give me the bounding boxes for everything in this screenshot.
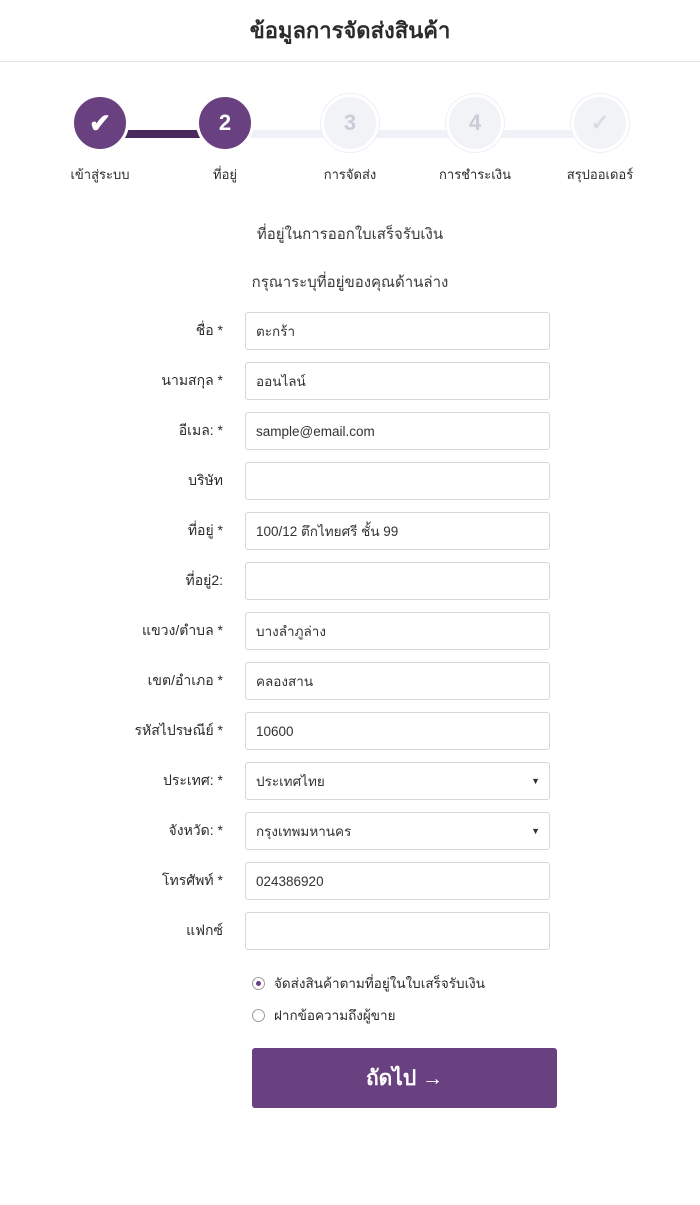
input-email[interactable] (245, 412, 550, 450)
field-row-country (60, 762, 640, 800)
field-row-phone (60, 862, 640, 900)
input-fax[interactable] (245, 912, 550, 950)
label-district: เขต/อำเภอ * (147, 672, 223, 688)
field-row-subdistrict (60, 612, 640, 650)
field-row-firstname (60, 312, 640, 350)
step-label-login: เข้าสู่ระบบ (70, 167, 130, 182)
control-phone (245, 862, 640, 900)
radio-icon-message-seller[interactable] (252, 1009, 265, 1022)
field-row-province (60, 812, 640, 850)
input-company[interactable] (245, 462, 550, 500)
check-outline-icon: ✓ (590, 110, 610, 135)
step-label-shipping: การจัดส่ง (323, 167, 377, 182)
label-lastname: นามสกุล * (161, 372, 223, 388)
step-number-shipping: 3 (343, 110, 357, 135)
step-item-address[interactable] (175, 94, 275, 185)
step-item-summary[interactable] (550, 94, 650, 185)
field-row-company (60, 462, 640, 500)
step-label-summary: สรุปออเดอร์ (566, 167, 634, 182)
next-button[interactable]: ถัดไป → (252, 1048, 557, 1108)
radio-row-same-address[interactable] (245, 972, 640, 994)
label-country: ประเทศ: * (162, 772, 223, 788)
step-circle-summary (571, 94, 629, 152)
control-fax (245, 912, 640, 950)
radio-row-message-seller[interactable] (245, 1004, 640, 1026)
step-circle-address (196, 94, 254, 152)
check-icon: ✔ (89, 108, 111, 138)
input-subdistrict[interactable] (245, 612, 550, 650)
select-wrap-province (245, 812, 550, 850)
control-address1 (245, 512, 640, 550)
step-label-payment: การชำระเงิน (439, 167, 511, 182)
input-address2[interactable] (245, 562, 550, 600)
step-circle-shipping (321, 94, 379, 152)
control-email (245, 412, 640, 450)
label-postcode: รหัสไปรษณีย์ * (134, 722, 223, 738)
form-intro (0, 222, 700, 294)
control-address2 (245, 562, 640, 600)
control-country (245, 762, 640, 800)
label-address1: ที่อยู่ * (187, 522, 223, 538)
control-postcode (245, 712, 640, 750)
address-form (0, 312, 700, 1108)
field-row-email (60, 412, 640, 450)
page-title: ข้อมูลการจัดส่งสินค้า (249, 18, 451, 43)
step-number-address: 2 (218, 110, 232, 135)
field-row-fax (60, 912, 640, 950)
select-country[interactable] (245, 762, 550, 800)
field-row-address2 (60, 562, 640, 600)
field-row-address1 (60, 512, 640, 550)
label-subdistrict: แขวง/ตำบล * (142, 622, 223, 638)
step-number-payment: 4 (468, 110, 482, 135)
field-row-district (60, 662, 640, 700)
input-postcode[interactable] (245, 712, 550, 750)
step-item-payment[interactable] (425, 94, 525, 185)
label-firstname: ชื่อ * (195, 322, 223, 338)
radio-label-same-address: จัดส่งสินค้าตามที่อยู่ในใบเสร็จรับเงิน (274, 976, 486, 991)
control-district (245, 662, 640, 700)
control-firstname (245, 312, 640, 350)
field-row-postcode (60, 712, 640, 750)
step-circle-login (71, 94, 129, 152)
stepper-steps (0, 94, 700, 185)
input-district[interactable] (245, 662, 550, 700)
select-province[interactable] (245, 812, 550, 850)
control-subdistrict (245, 612, 640, 650)
control-lastname (245, 362, 640, 400)
input-firstname[interactable] (245, 312, 550, 350)
input-phone[interactable] (245, 862, 550, 900)
checkout-stepper (0, 94, 700, 204)
billing-address-heading: ที่อยู่ในการออกใบเสร็จรับเงิน (256, 226, 444, 243)
submit-row (245, 1048, 640, 1108)
radio-icon-same-address[interactable] (252, 977, 265, 990)
label-address2: ที่อยู่2: (185, 572, 223, 588)
step-item-shipping[interactable] (300, 94, 400, 185)
chevron-down-icon: ▼ (531, 826, 540, 836)
chevron-down-icon: ▼ (531, 776, 540, 786)
input-address1[interactable] (245, 512, 550, 550)
control-company (245, 462, 640, 500)
control-province (245, 812, 640, 850)
step-circle-payment (446, 94, 504, 152)
label-phone: โทรศัพท์ * (162, 872, 223, 888)
page-header (0, 0, 700, 62)
label-province: จังหวัด: * (168, 822, 223, 838)
label-email: อีเมล: * (178, 422, 223, 438)
step-label-address: ที่อยู่ (213, 167, 237, 182)
field-row-lastname (60, 362, 640, 400)
step-item-login[interactable] (50, 94, 150, 185)
billing-address-subheading: กรุณาระบุที่อยู่ของคุณด้านล่าง (251, 274, 449, 291)
label-fax: แฟกซ์ (186, 922, 223, 938)
input-lastname[interactable] (245, 362, 550, 400)
label-company: บริษัท (188, 472, 223, 488)
select-wrap-country (245, 762, 550, 800)
radio-label-message-seller: ฝากข้อความถึงผู้ขาย (274, 1008, 396, 1023)
